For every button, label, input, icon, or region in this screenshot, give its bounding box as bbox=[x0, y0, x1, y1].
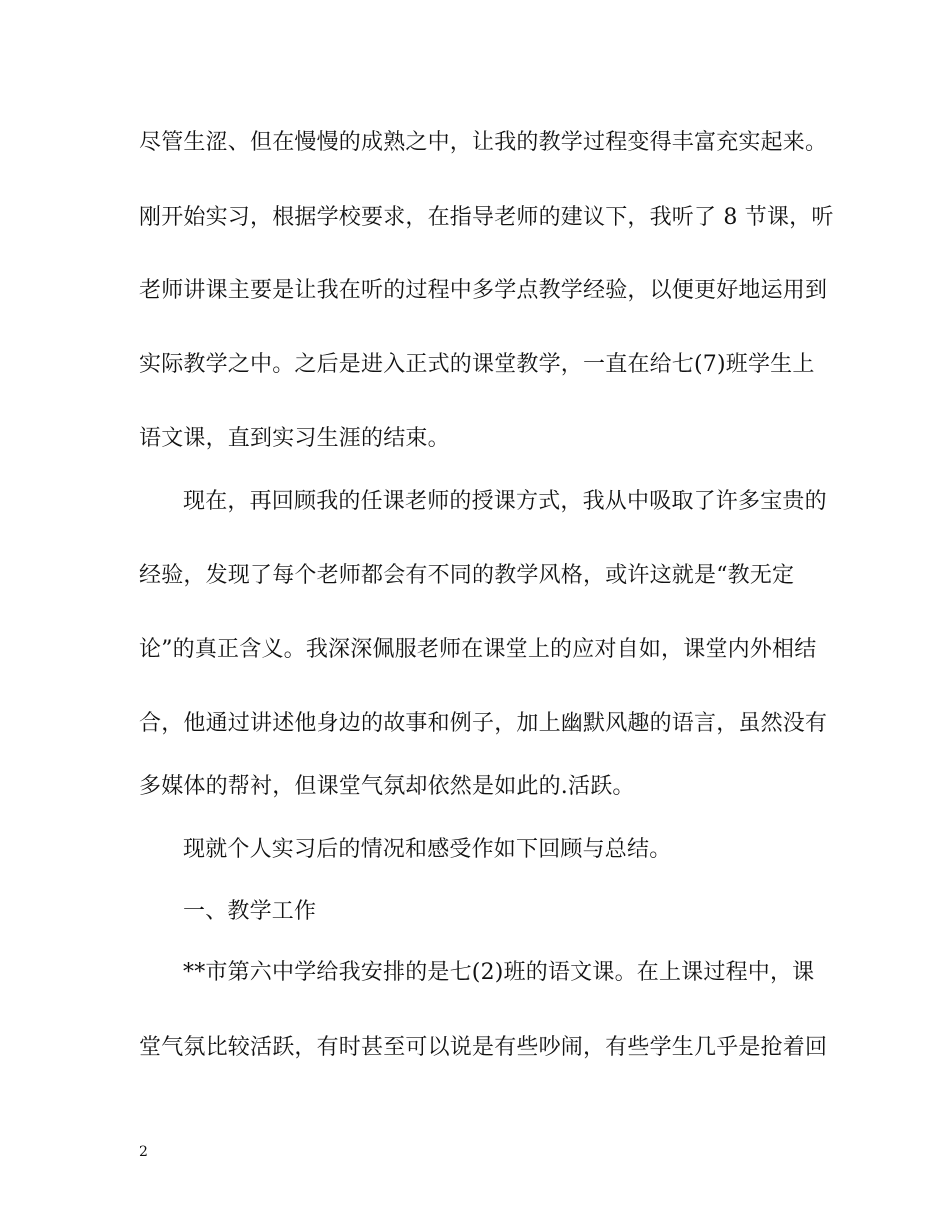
paragraph-first-line: 现就个人实习后的情况和感受作如下回顾与总结。 bbox=[183, 837, 672, 862]
text-line: 堂气氛比较活跃，有时甚至可以说是有些吵闹，有些学生几乎是抢着回 bbox=[139, 1035, 828, 1060]
paragraph-first-line: 现在，再回顾我的任课老师的授课方式，我从中吸取了许多宝贵的 bbox=[183, 489, 827, 514]
page-number: 2 bbox=[139, 1144, 148, 1160]
section-heading: 一、教学工作 bbox=[183, 899, 317, 924]
text-line: 合，他通过讲述他身边的故事和例子，加上幽默风趣的语言，虽然没有 bbox=[139, 711, 828, 736]
text-line: 经验，发现了每个老师都会有不同的教学风格，或许这就是“教无定 bbox=[139, 563, 795, 588]
text-line: 尽管生涩、但在慢慢的成熟之中，让我的教学过程变得丰富充实起来。 bbox=[139, 130, 828, 155]
text-line: 刚开始实习，根据学校要求，在指导老师的建议下，我听了 8 节课，听 bbox=[139, 205, 834, 230]
text-line: 老师讲课主要是让我在听的过程中多学点教学经验，以便更好地运用到 bbox=[139, 278, 828, 303]
text-line: 实际教学之中。之后是进入正式的课堂教学，一直在给七(7)班学生上 bbox=[139, 352, 815, 377]
text-line: 论”的真正含义。我深深佩服老师在课堂上的应对自如，课堂内外相结 bbox=[139, 637, 817, 662]
paragraph-first-line: **市第六中学给我安排的是七(2)班的语文课。在上课过程中，课 bbox=[183, 960, 815, 985]
text-line: 语文课，直到实习生涯的结束。 bbox=[139, 426, 450, 451]
text-line: 多媒体的帮衬，但课堂气氛却依然是如此的.活跃。 bbox=[139, 774, 635, 799]
